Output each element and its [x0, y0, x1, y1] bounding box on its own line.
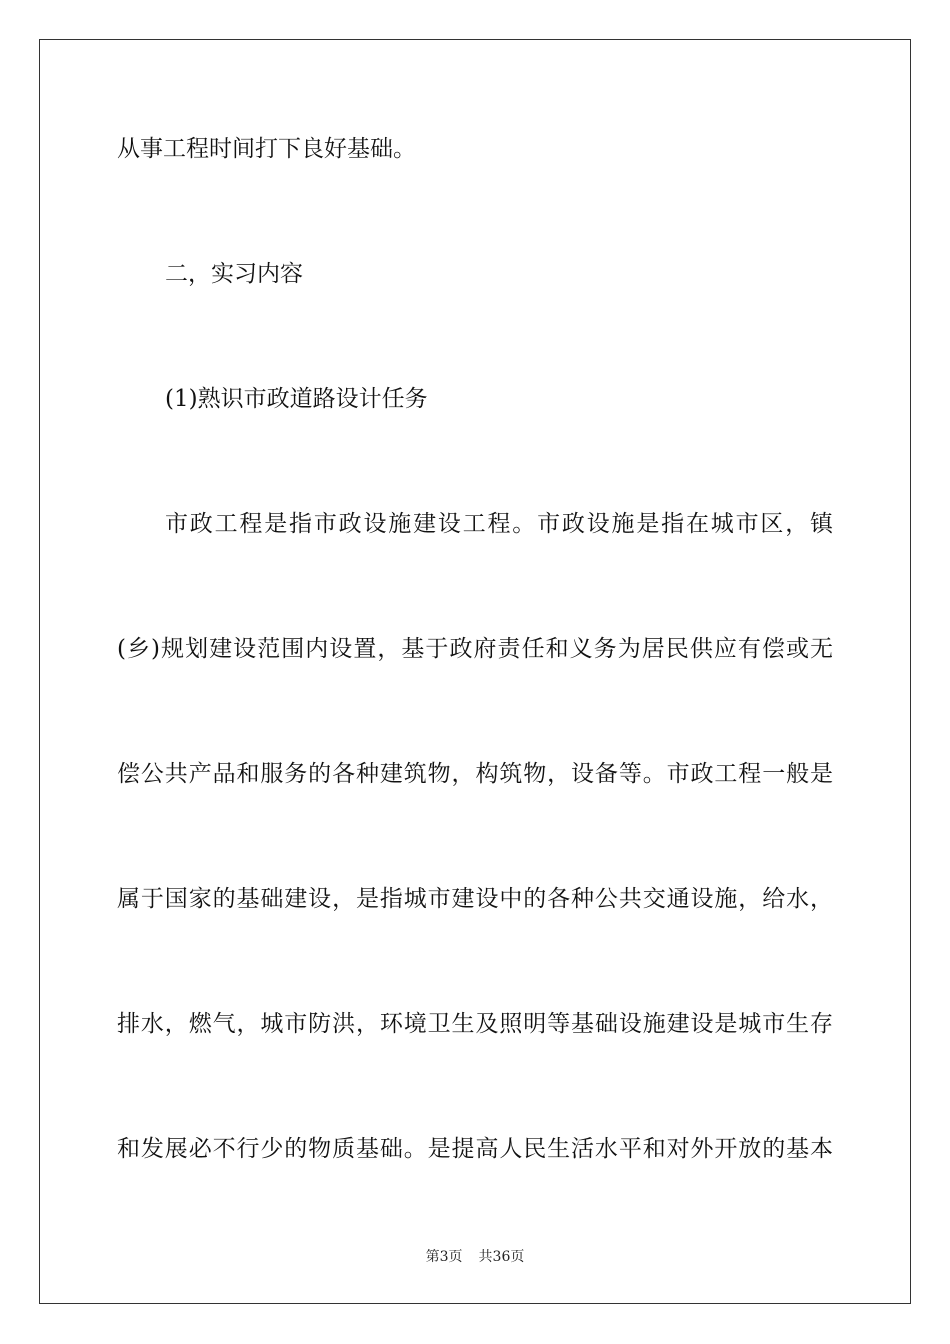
page-footer	[0, 1248, 950, 1266]
paragraph-line-2: 市政工程是指市政设施建设工程。市政设施是指在城市区，镇	[165, 511, 833, 537]
paragraph-line-4: 偿公共产品和服务的各种建筑物，构筑物，设备等。市政工程一般是	[117, 761, 833, 787]
paragraph-line-1: 从事工程时间打下良好基础。	[117, 136, 416, 162]
paragraph-line-5: 属于国家的基础建设，是指城市建设中的各种公共交通设施，给水，	[117, 886, 833, 912]
section-heading: 二，实习内容	[165, 261, 303, 287]
page-number: 第3页	[425, 1249, 463, 1265]
subsection-heading: (1)熟识市政道路设计任务	[165, 386, 428, 412]
page-border	[39, 39, 911, 1304]
paragraph-line-6: 排水，燃气，城市防洪，环境卫生及照明等基础设施建设是城市生存	[117, 1011, 833, 1037]
paragraph-line-7: 和发展必不行少的物质基础。是提高人民生活水平和对外开放的基本	[117, 1136, 833, 1162]
total-pages: 共36页	[478, 1249, 525, 1265]
paragraph-line-3: (乡)规划建设范围内设置，基于政府责任和义务为居民供应有偿或无	[117, 636, 833, 662]
